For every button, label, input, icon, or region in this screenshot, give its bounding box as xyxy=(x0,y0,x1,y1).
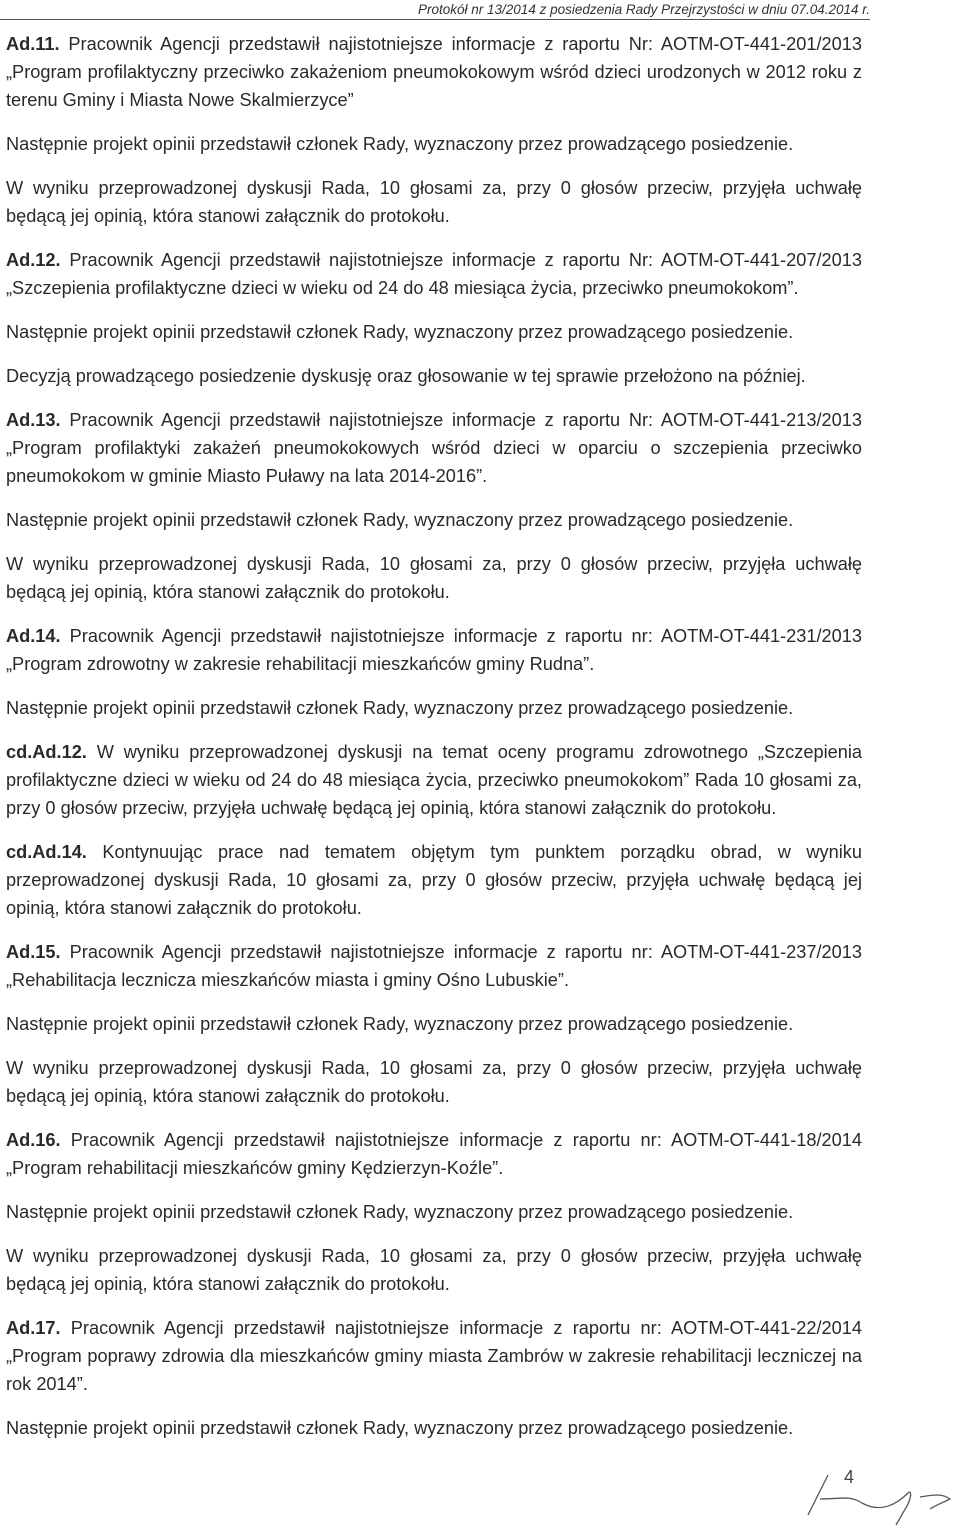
paragraph-draft-presented xyxy=(6,1198,862,1226)
agenda-label: cd.Ad.14. xyxy=(6,842,87,862)
paragraph-cd-ad12 xyxy=(6,738,862,822)
agenda-label: Ad.14. xyxy=(6,626,61,646)
paragraph-resolution xyxy=(6,1054,862,1110)
paragraph-text: Następnie projekt opinii przedstawił członek Rady, wyznaczony przez prowadzącego posiedzenie. xyxy=(6,1202,794,1222)
paragraph-resolution xyxy=(6,1242,862,1298)
paragraph-ad13 xyxy=(6,406,862,490)
agenda-label: Ad.12. xyxy=(6,250,61,270)
paragraph-draft-presented xyxy=(6,1010,862,1038)
paragraph-draft-presented xyxy=(6,694,862,722)
paragraph-text: Pracownik Agencji przedstawił najistotniejsze informacje z raportu nr: AOTM-OT-441-231/2013 „Program zdrowotny w zakresie rehabilitacji mieszkańców gminy Rudna”. xyxy=(6,626,862,674)
paragraph-text: Następnie projekt opinii przedstawił członek Rady, wyznaczony przez prowadzącego posiedzenie. xyxy=(6,510,794,530)
paragraph-text: Pracownik Agencji przedstawił najistotniejsze informacje z raportu Nr: AOTM-OT-441-201/2013 „Program profilaktyczny przeciwko zakażeniom pneumokokowym wśród dzieci urodzonych w 2012 roku z terenu Gminy i Miasta Nowe Skalmierzyce” xyxy=(6,34,862,110)
agenda-label: Ad.11. xyxy=(6,34,60,54)
page-header: Protokół nr 13/2014 z posiedzenia Rady Przejrzystości w dniu 07.04.2014 r. xyxy=(0,2,870,20)
paragraph-text: Pracownik Agencji przedstawił najistotniejsze informacje z raportu Nr: AOTM-OT-441-213/2013 „Program profilaktyki zakażeń pneumokokowych wśród dzieci w oparciu o szczepienia przeciwko pneumokokom w gminie Miasto Puławy na lata 2014-2016”. xyxy=(6,410,862,486)
paragraph-text: Decyzją prowadzącego posiedzenie dyskusję oraz głosowanie w tej sprawie przełożono na później. xyxy=(6,366,806,386)
paragraph-text: Kontynuując prace nad tematem objętym tym punktem porządku obrad, w wyniku przeprowadzonej dyskusji Rada, 10 głosami za, przy 0 głosów przeciw, przyjęła uchwałę będącą jej opinią, która stanowi załącznik do protokołu. xyxy=(6,842,862,918)
paragraph-ad14 xyxy=(6,622,862,678)
paragraph-draft-presented xyxy=(6,1414,862,1442)
paragraph-draft-presented xyxy=(6,318,862,346)
protocol-body xyxy=(6,30,862,1458)
paragraph-draft-presented xyxy=(6,506,862,534)
paragraph-text: W wyniku przeprowadzonej dyskusji Rada, 10 głosami za, przy 0 głosów przeciw, przyjęła uchwałę będącą jej opinią, która stanowi załącznik do protokołu. xyxy=(6,554,862,602)
paragraph-cd-ad14 xyxy=(6,838,862,922)
paragraph-text: Pracownik Agencji przedstawił najistotniejsze informacje z raportu Nr: AOTM-OT-441-207/2013 „Szczepienia profilaktyczne dzieci w wieku od 24 do 48 miesiąca życia, przeciwko pneumokokom”. xyxy=(6,250,862,298)
paragraph-postponed xyxy=(6,362,862,390)
agenda-label: Ad.17. xyxy=(6,1318,61,1338)
paragraph-draft-presented xyxy=(6,130,862,158)
paragraph-ad12 xyxy=(6,246,862,302)
paragraph-ad17 xyxy=(6,1314,862,1398)
paragraph-text: W wyniku przeprowadzonej dyskusji Rada, 10 głosami za, przy 0 głosów przeciw, przyjęła uchwałę będącą jej opinią, która stanowi załącznik do protokołu. xyxy=(6,1058,862,1106)
paragraph-ad11 xyxy=(6,30,862,114)
paragraph-text: Pracownik Agencji przedstawił najistotniejsze informacje z raportu nr: AOTM-OT-441-22/2014 „Program poprawy zdrowia dla mieszkańców gminy miasta Zambrów w zakresie rehabilitacji leczniczej na rok 2014”. xyxy=(6,1318,862,1394)
paragraph-resolution xyxy=(6,550,862,606)
paragraph-text: W wyniku przeprowadzonej dyskusji Rada, 10 głosami za, przy 0 głosów przeciw, przyjęła uchwałę będącą jej opinią, która stanowi załącznik do protokołu. xyxy=(6,178,862,226)
agenda-label: Ad.16. xyxy=(6,1130,61,1150)
paragraph-text: W wyniku przeprowadzonej dyskusji na temat oceny programu zdrowotnego „Szczepienia profilaktyczne dzieci w wieku od 24 do 48 miesiąca życia, przeciwko pneumokokom” Rada 10 głosami za, przy 0 głosów przeciw, przyjęła uchwałę będącą jej opinią, która stanowi załącznik do protokołu. xyxy=(6,742,862,818)
page-number-mark: 4 xyxy=(844,1467,855,1487)
agenda-label: Ad.13. xyxy=(6,410,61,430)
paragraph-text: Następnie projekt opinii przedstawił członek Rady, wyznaczony przez prowadzącego posiedzenie. xyxy=(6,134,794,154)
paragraph-text: Następnie projekt opinii przedstawił członek Rady, wyznaczony przez prowadzącego posiedzenie. xyxy=(6,1014,794,1034)
paragraph-text: Następnie projekt opinii przedstawił członek Rady, wyznaczony przez prowadzącego posiedzenie. xyxy=(6,1418,794,1438)
paragraph-text: W wyniku przeprowadzonej dyskusji Rada, 10 głosami za, przy 0 głosów przeciw, przyjęła uchwałę będącą jej opinią, która stanowi załącznik do protokołu. xyxy=(6,1246,862,1294)
paragraph-ad16 xyxy=(6,1126,862,1182)
handwritten-signature xyxy=(800,1455,960,1529)
paragraph-resolution xyxy=(6,174,862,230)
paragraph-text: Następnie projekt opinii przedstawił członek Rady, wyznaczony przez prowadzącego posiedzenie. xyxy=(6,698,794,718)
paragraph-text: Pracownik Agencji przedstawił najistotniejsze informacje z raportu nr: AOTM-OT-441-237/2013 „Rehabilitacja lecznicza mieszkańców miasta i gminy Ośno Lubuskie”. xyxy=(6,942,862,990)
agenda-label: Ad.15. xyxy=(6,942,61,962)
agenda-label: cd.Ad.12. xyxy=(6,742,87,762)
paragraph-text: Pracownik Agencji przedstawił najistotniejsze informacje z raportu nr: AOTM-OT-441-18/2014 „Program rehabilitacji mieszkańców gminy Kędzierzyn-Koźle”. xyxy=(6,1130,862,1178)
paragraph-text: Następnie projekt opinii przedstawił członek Rady, wyznaczony przez prowadzącego posiedzenie. xyxy=(6,322,794,342)
paragraph-ad15 xyxy=(6,938,862,994)
